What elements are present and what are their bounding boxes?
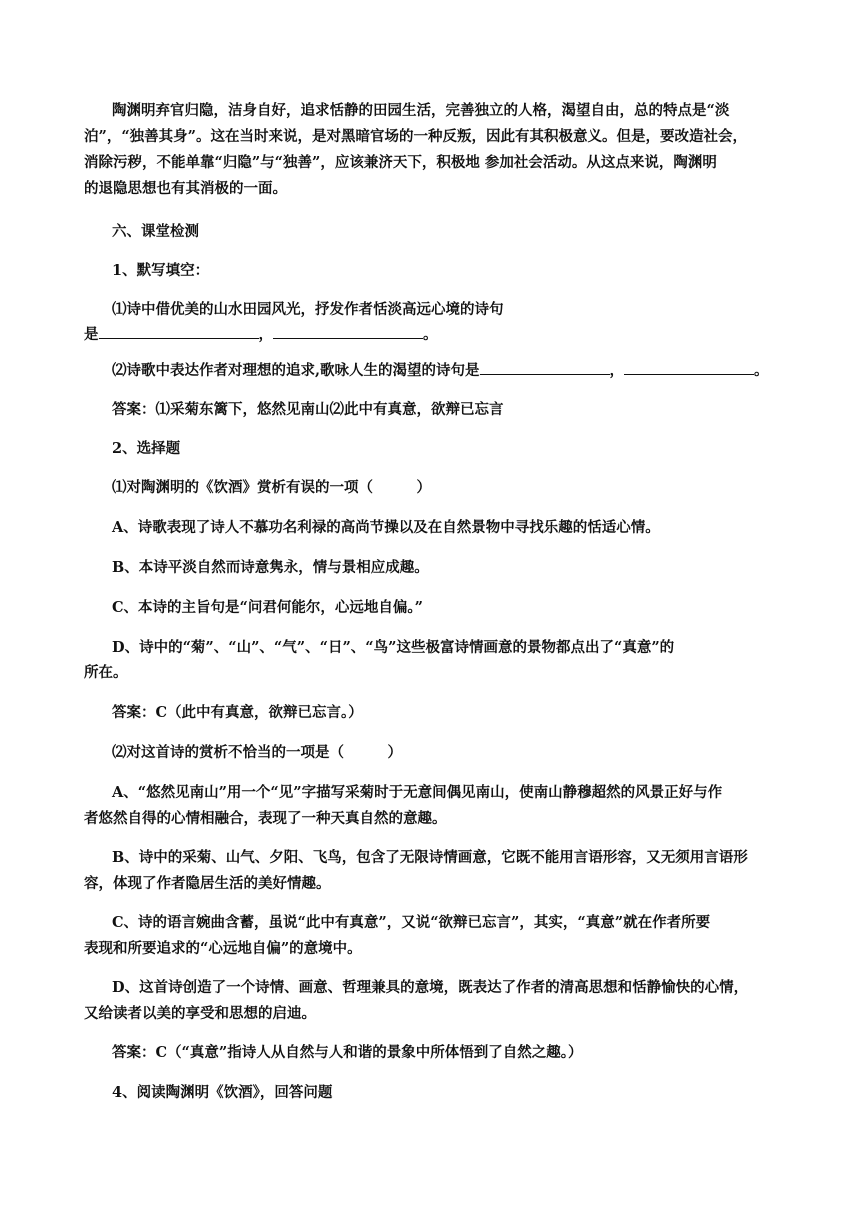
fill-blank-4[interactable]	[624, 360, 754, 375]
q2-sub2-option-b-line1: B、诗中的采菊、山气、夕阳、飞鸟，包含了无限诗情画意，它既不能用言语形容，又无须用言语形	[112, 849, 748, 866]
q4-title: 4、阅读陶渊明《饮酒》，回答问题	[112, 1084, 333, 1101]
fill-blank-1[interactable]	[99, 324, 259, 339]
q2-sub1-answer: 答案：C（此中有真意，欲辩已忘言。）	[112, 704, 363, 721]
intro-line-4: 的退隐思想也有其消极的一面。	[84, 180, 287, 197]
q2-sub1-option-c: C、本诗的主旨句是“问君何能尔，心远地自偏。”	[112, 599, 423, 616]
q2-sub2-option-b-line2: 容，体现了作者隐居生活的美好情趣。	[84, 875, 331, 892]
q1-sub2-line	[112, 358, 802, 384]
intro-line-2: 泊”，“独善其身”。这在当时来说，是对黑暗官场的一种反叛，因此有其积极意义。但是，要改造社会，	[84, 128, 748, 145]
q1-title: 1、默写填空：	[112, 262, 210, 279]
q2-sub2-option-c-line2: 表现和所要追求的“心远地自偏”的意境中。	[84, 940, 362, 957]
intro-line-3: 消除污秽，不能单靠“归隐”与“独善”，应该兼济天下，积极地 参加社会活动。从这点来说，陶渊明	[84, 154, 717, 171]
q2-sub1-option-d-line1: D、诗中的“菊”、“山”、“气”、“日”、“鸟”这些极富诗情画意的景物都点出了“真意”的	[112, 639, 675, 656]
q1-sub1-prefix: 是	[84, 326, 99, 343]
fill-blank-2[interactable]	[273, 324, 423, 339]
q2-sub1-stem: ⑴对陶渊明的《饮酒》赏析有误的一项（ ）	[112, 479, 431, 496]
q2-sub1-option-d-line2: 所在。	[84, 664, 128, 681]
q1-sub2-sep: ，	[609, 362, 625, 379]
fill-blank-3[interactable]	[480, 360, 610, 375]
q2-sub2-option-c-line1: C、诗的语言婉曲含蓄，虽说“此中有真意”，又说“欲辩已忘言”，其实，“真意”就在作者所要	[112, 914, 711, 931]
q2-sub1-option-b: B、本诗平淡自然而诗意隽永，情与景相应成趣。	[112, 559, 429, 576]
q2-sub2-stem: ⑵对这首诗的赏析不恰当的一项是（ ）	[112, 744, 402, 761]
intro-line-1: 陶渊明弃官归隐，洁身自好，追求恬静的田园生活，完善独立的人格，渴望自由，总的特点是“淡	[112, 102, 730, 119]
q2-sub2-option-d-line2: 又给读者以美的享受和思想的启迪。	[84, 1005, 316, 1022]
q2-sub1-option-a: A、诗歌表现了诗人不慕功名利禄的高尚节操以及在自然景物中寻找乐趣的恬适心情。	[112, 519, 660, 536]
q1-answer: 答案：⑴采菊东篱下，悠然见南山⑵此中有真意，欲辩已忘言	[112, 401, 504, 418]
q1-sub1-end: 。	[423, 326, 438, 343]
q2-sub2-option-d-line1: D、这首诗创造了一个诗情、画意、哲理兼具的意境，既表达了作者的清高思想和恬静愉快的心情，	[112, 979, 749, 996]
q1-sub1-line2	[84, 322, 778, 348]
q2-sub2-option-a-line1: A、“悠然见南山”用一个“见”字描写采菊时于无意间偶见南山，使南山静穆超然的风景正好与作	[112, 784, 723, 801]
q1-sub2-prefix: ⑵诗歌中表达作者对理想的追求,歌咏人生的渴望的诗句是	[112, 362, 480, 379]
q2-sub2-answer: 答案：C（“真意”指诗人从自然与人和谐的景象中所体悟到了自然之趣。）	[112, 1044, 583, 1061]
q1-sub1-line1: ⑴诗中借优美的山水田园风光，抒发作者恬淡高远心境的诗句	[112, 301, 504, 318]
section-title: 六、课堂检测	[112, 223, 199, 240]
q1-sub1-sep: ，	[258, 326, 273, 343]
q2-title: 2、选择题	[112, 440, 181, 457]
q2-sub2-option-a-line2: 者悠然自得的心情相融合，表现了一种天真自然的意趣。	[84, 810, 447, 827]
q1-sub2-end: 。	[754, 362, 769, 379]
